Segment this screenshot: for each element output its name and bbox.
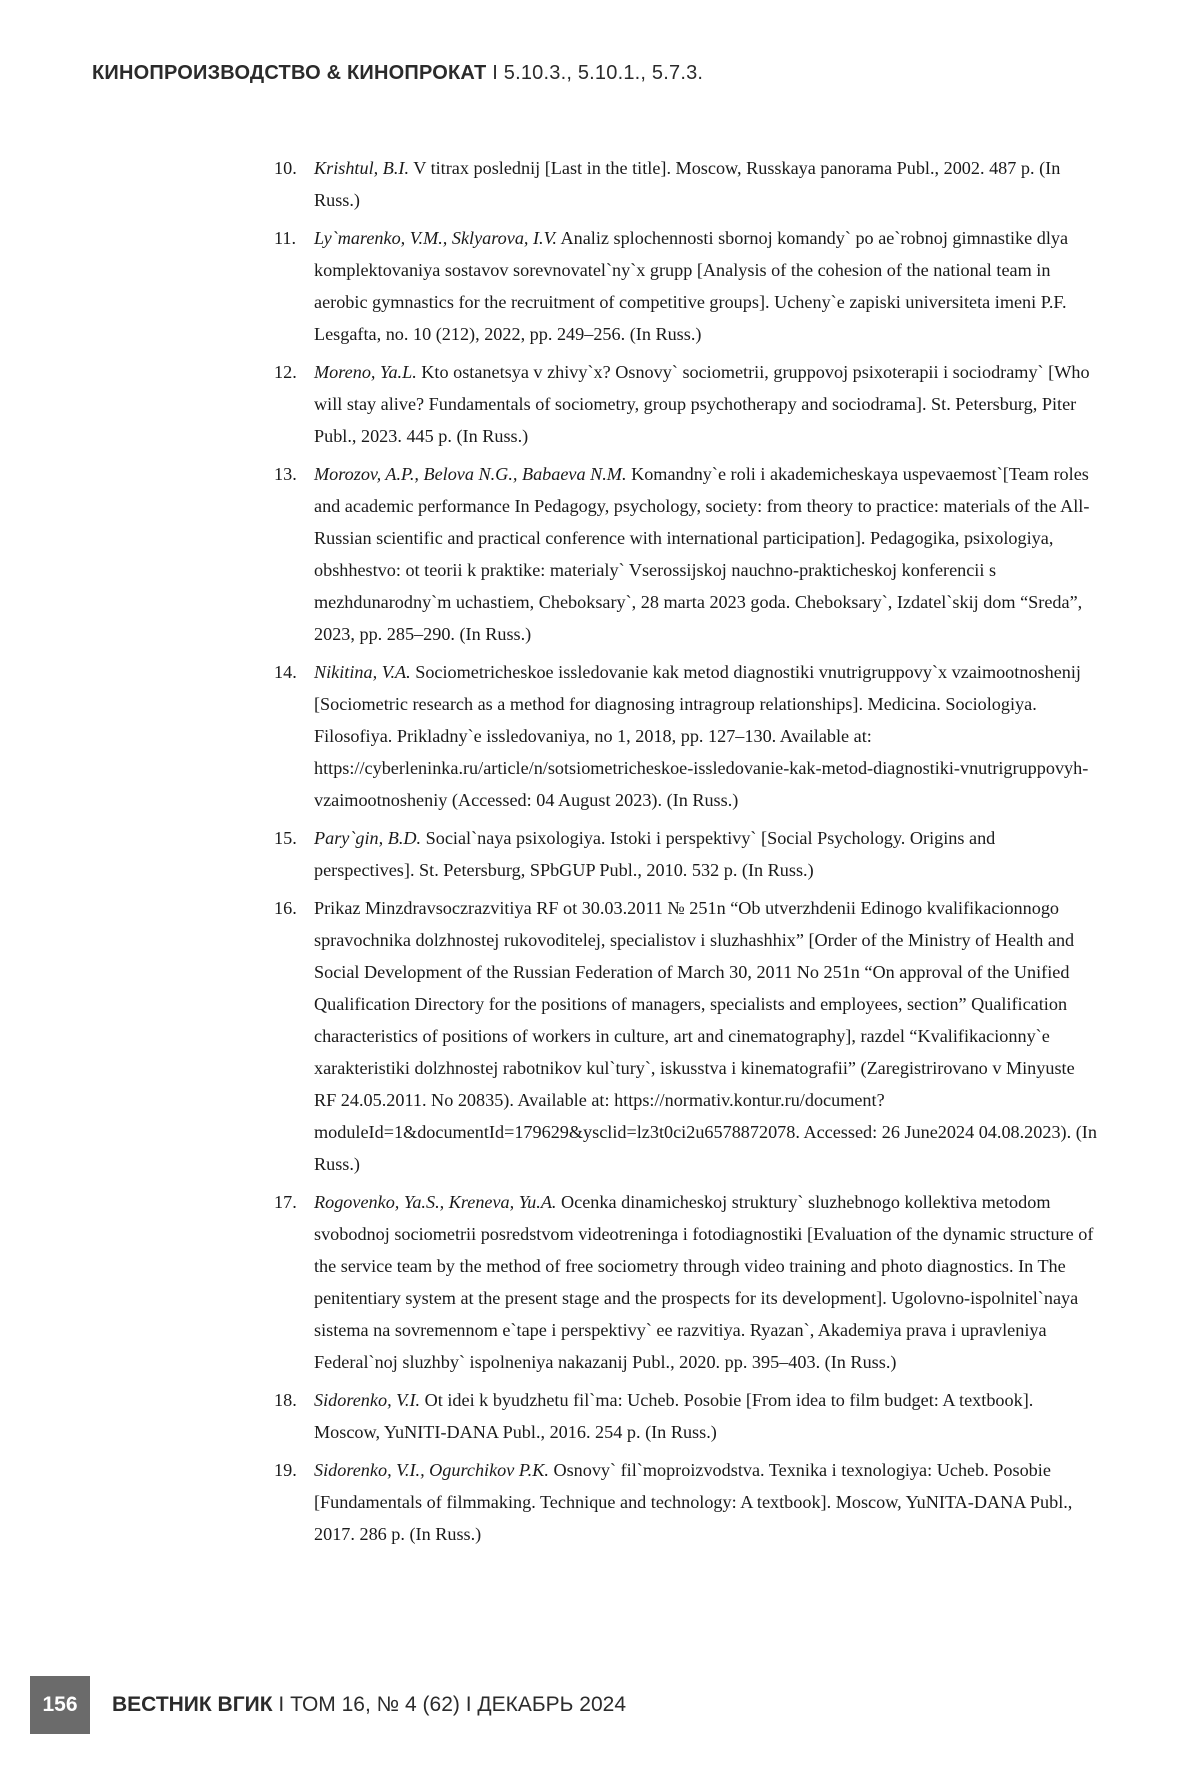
reference-item: [280, 892, 1098, 1180]
header-separator: I: [492, 62, 498, 84]
reference-authors: Morozov, A.P., Belova N.G., Babaeva N.M.: [314, 464, 627, 484]
reference-number: 13.: [274, 458, 310, 490]
reference-number: 11.: [274, 222, 310, 254]
reference-text: Social`naya psixologiya. Istoki i perspektivy` [Social Psychology. Origins and perspectives]. St. Petersburg, SPbGUP Publ., 2010. 532 p. (In Russ.): [314, 828, 995, 880]
reference-authors: Rogovenko, Ya.S., Kreneva, Yu.A.: [314, 1192, 556, 1212]
reference-number: 16.: [274, 892, 310, 924]
reference-item: [280, 152, 1098, 216]
reference-item: [280, 656, 1098, 816]
reference-text: Prikaz Minzdravsoczrazvitiya RF ot 30.03.2011 № 251n “Ob utverzhdenii Edinogo kvalifikacionnogo spravochnika dolzhnostej rukovoditelej, specialistov i sluzhashhix” [Order of the Ministry of Health and Social Development of the Russian Federation of March 30, 2011 No 251n “On approval of the Unified Qualification Directory for the positions of managers, specialists and employees, section” Qualification characteristics of positions of workers in culture, art and cinematography], razdel “Kvalifikacionny`e xarakteristiki dolzhnostej rabotnikov kul`tury`, iskusstva i kinematografii” (Zaregistrirovano v Minyuste RF 24.05.2011. No 20835). Available at: https://normativ.kontur.ru/document?moduleId=1&documentId=179629&ysclid=lz3t0ci2u6578872078. Accessed: 26 June2024 04.08.2023). (In Russ.): [314, 898, 1097, 1174]
reference-text: Kto ostanetsya v zhivy`x? Osnovy` sociometrii, gruppovoj psixoterapii i sociodramy` [Who will stay alive? Fundamentals of sociometry, group psychotherapy and sociodrama]. St. Petersburg, Piter Publ., 2023. 445 p. (In Russ.): [314, 362, 1090, 446]
reference-list: [280, 152, 1098, 1556]
reference-item: [280, 1186, 1098, 1378]
reference-text: Komandny`e roli i akademicheskaya uspevaemost`[Team roles and academic performance In Pedagogy, psychology, society: from theory to practice: materials of the All-Russian scientific and practical conference with international participation]. Pedagogika, psixologiya, obshhestvo: ot teorii k praktike: materialy` Vserossijskoj nauchno-prakticheskoj konferencii s mezhdunarodny`m uchastiem, Cheboksary`, 28 marta 2023 goda. Cheboksary`, Izdatel`skij dom “Sreda”, 2023, pp. 285–290. (In Russ.): [314, 464, 1089, 644]
journal-info: [112, 1693, 626, 1717]
volume-issue: ТОМ 16, № 4 (62): [290, 1693, 460, 1716]
reference-number: 17.: [274, 1186, 310, 1218]
reference-authors: Nikitina, V.A.: [314, 662, 411, 682]
reference-number: 15.: [274, 822, 310, 854]
issue-date: ДЕКАБРЬ 2024: [477, 1693, 626, 1716]
reference-text: Analiz splochennosti sbornoj komandy` po ae`robnoj gimnastike dlya komplektovaniya sostavov sorevnovatel`ny`x grupp [Analysis of the cohesion of the national team in aerobic gymnastics for the recruitment of competitive groups]. Ucheny`e zapiski universiteta imeni P.F. Lesgafta, no. 10 (212), 2022, pp. 249–256. (In Russ.): [314, 228, 1068, 344]
specialty-codes: 5.10.3., 5.10.1., 5.7.3.: [504, 62, 703, 84]
reference-number: 19.: [274, 1454, 310, 1486]
reference-text: Ot idei k byudzhetu fil`ma: Ucheb. Posobie [From idea to film budget: A textbook]. Moscow, YuNITI-DANA Publ., 2016. 254 p. (In Russ.): [314, 1390, 1033, 1442]
reference-text: Ocenka dinamicheskoj struktury` sluzhebnogo kollektiva metodom svobodnoj sociometrii posredstvom videotreninga i fotodiagnostiki [Evaluation of the dynamic structure of the service team by the method of free sociometry through video training and photo diagnostics. In The penitentiary system at the present stage and the prospects for its development]. Ugolovno-ispolnitel`naya sistema na sovremennom e`tape i perspektivy` ee razvitiya. Ryazan`, Akademiya prava i upravleniya Federal`noj sluzhby` ispolneniya nakazanij Publ., 2020. pp. 395–403. (In Russ.): [314, 1192, 1093, 1372]
page-number: 156: [30, 1676, 90, 1734]
footer-separator: I: [278, 1693, 284, 1716]
footer-separator-2: I: [466, 1693, 472, 1716]
section-title: КИНОПРОИЗВОДСТВО & КИНОПРОКАТ: [92, 62, 486, 84]
running-header: [92, 62, 703, 85]
reference-text: V titrax poslednij [Last in the title]. Moscow, Russkaya panorama Publ., 2002. 487 p. (In Russ.): [314, 158, 1060, 210]
reference-item: [280, 356, 1098, 452]
reference-number: 14.: [274, 656, 310, 688]
reference-item: [280, 1384, 1098, 1448]
page-footer: [30, 1676, 626, 1734]
reference-authors: Sidorenko, V.I.: [314, 1390, 420, 1410]
reference-item: [280, 822, 1098, 886]
reference-authors: Ly`marenko, V.M., Sklyarova, I.V.: [314, 228, 557, 248]
reference-authors: Sidorenko, V.I., Ogurchikov P.K.: [314, 1460, 549, 1480]
journal-title: ВЕСТНИК ВГИК: [112, 1693, 273, 1716]
reference-authors: Moreno, Ya.L.: [314, 362, 417, 382]
reference-text: Osnovy` fil`moproizvodstva. Texnika i texnologiya: Ucheb. Posobie [Fundamentals of filmmaking. Technique and technology: A textbook]. Moscow, YuNITA-DANA Publ., 2017. 286 p. (In Russ.): [314, 1460, 1072, 1544]
reference-item: [280, 1454, 1098, 1550]
reference-number: 10.: [274, 152, 310, 184]
reference-number: 18.: [274, 1384, 310, 1416]
reference-item: [280, 222, 1098, 350]
reference-number: 12.: [274, 356, 310, 388]
reference-authors: Pary`gin, B.D.: [314, 828, 421, 848]
reference-item: [280, 458, 1098, 650]
reference-authors: Krishtul, B.I.: [314, 158, 409, 178]
reference-text: Sociometricheskoe issledovanie kak metod diagnostiki vnutrigruppovy`x vzaimootnoshenij [Sociometric research as a method for diagnosing intragroup relationships]. Medicina. Sociologiya. Filosofiya. Prikladny`e issledovaniya, no 1, 2018, pp. 127–130. Available at: https://cyberleninka.ru/article/n/sotsiometricheskoe-issledovanie-kak-metod-diagnostiki-vnutrigruppovyh-vzaimootnosheniy (Accessed: 04 August 2023). (In Russ.): [314, 662, 1088, 810]
